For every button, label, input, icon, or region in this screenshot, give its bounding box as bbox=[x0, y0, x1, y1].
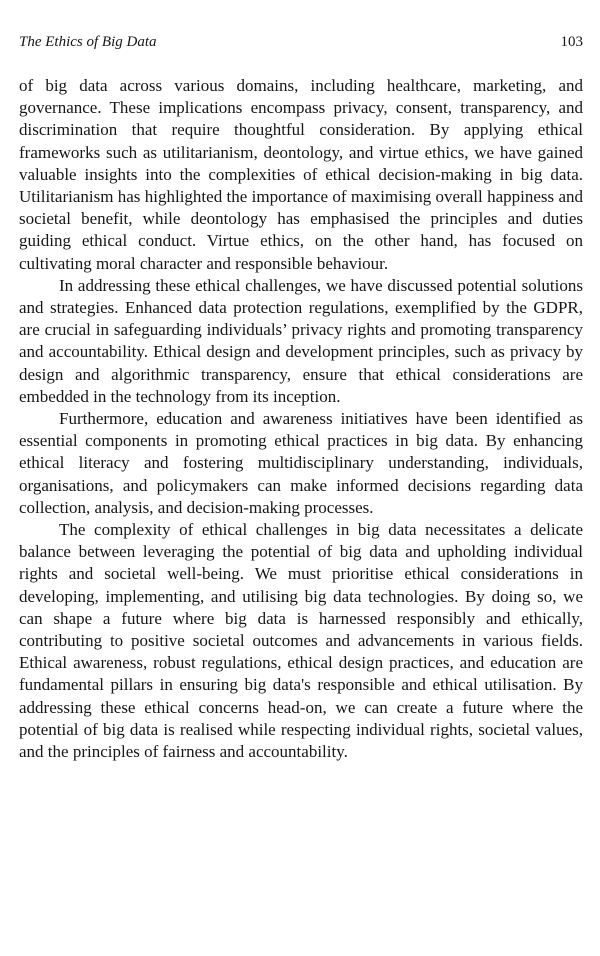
paragraph-1: of big data across various domains, including healthcare, marketing, and governance. These implications encompass privacy, consent, transparency, and discrimination that require thoughtful consideration. By applying ethical frameworks such as utilitarianism, deontology, and virtue ethics, we have gained valuable insights into the complexities of ethical decision-making in big data. Utilitarianism has highlighted the importance of maximising overall happiness and societal benefit, while deontology has emphasised the principles and duties guiding ethical conduct. Virtue ethics, on the other hand, has focused on cultivating moral character and responsible behaviour. bbox=[19, 76, 583, 273]
running-header bbox=[19, 31, 583, 53]
paragraph-2: In addressing these ethical challenges, we have discussed potential solutions and strategies. Enhanced data protection regulations, exemplified by the GDPR, are crucial in safeguarding individuals’ privacy rights and promoting transparency and accountability. Ethical design and development principles, such as privacy by design and algorithmic transparency, ensure that ethical considerations are embedded in the technology from its inception. bbox=[19, 275, 583, 406]
paragraph-4: The complexity of ethical challenges in big data necessitates a delicate balance between leveraging the potential of big data and upholding individual rights and societal well-being. We must prioritise ethical considerations in developing, implementing, and utilising big data technologies. By doing so, we can shape a future where big data is harnessed responsibly and ethically, contributing to positive societal outcomes and advancements in various fields. Ethical awareness, robust regulations, ethical design practices, and education are fundamental pillars in ensuring big data's responsible and ethical utilisation. By addressing these ethical concerns head-on, we can create a future where the potential of big data is realised while respecting individual rights, societal values, and the principles of fairness and accountability. bbox=[19, 520, 583, 762]
book-title: The Ethics of Big Data bbox=[19, 34, 157, 50]
body-text bbox=[19, 75, 583, 763]
paragraph-3: Furthermore, education and awareness initiatives have been identified as essential components in promoting ethical practices in big data. By enhancing ethical literacy and fostering multidisciplinary understanding, individuals, organisations, and policymakers can make informed decisions regarding data collection, analysis, and decision-making processes. bbox=[19, 409, 583, 517]
page-number: 103 bbox=[560, 34, 583, 50]
